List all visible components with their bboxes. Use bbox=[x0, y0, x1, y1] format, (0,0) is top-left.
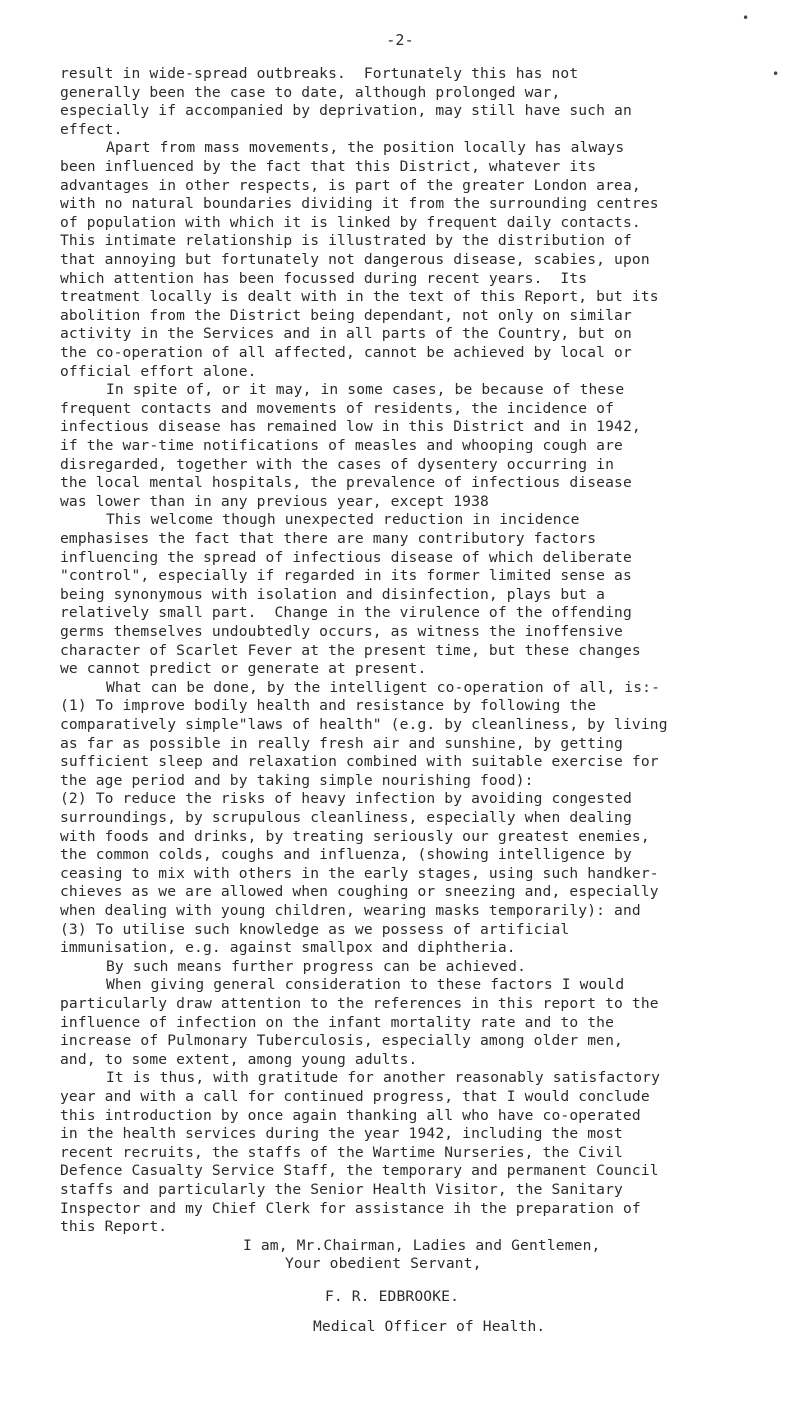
text-line: effect. bbox=[60, 120, 123, 138]
text-line: that annoying but fortunately not dangerous disease, scabies, upon bbox=[60, 251, 650, 268]
text-line: the local mental hospitals, the prevalence of infectious disease bbox=[60, 474, 632, 492]
text-line: increase of Pulmonary Tuberculosis, especially among older men, bbox=[60, 1032, 623, 1050]
text-line: (1) To improve bodily health and resistance by following the bbox=[60, 697, 597, 715]
text-line: particularly draw attention to the references in this report to the bbox=[60, 995, 659, 1012]
text-line: infectious disease has remained low in this District and in 1942, bbox=[60, 418, 641, 436]
text-line: result in wide-spread outbreaks. Fortunately this has not bbox=[60, 65, 579, 82]
text-line: When giving general consideration to these factors I would bbox=[106, 976, 625, 994]
text-line: comparatively simple"laws of health" (e.g. by cleanliness, by living bbox=[60, 716, 668, 733]
text-line: been influenced by the fact that this District, whatever its bbox=[60, 158, 597, 175]
text-line: official effort alone. bbox=[60, 362, 257, 380]
text-line: This welcome though unexpected reduction in incidence bbox=[106, 511, 580, 529]
text-line: in the health services during the year 1942, including the most bbox=[60, 1125, 623, 1143]
text-line: "control", especially if regarded in its former limited sense as bbox=[60, 567, 632, 585]
text-line: disregarded, together with the cases of dysentery occurring in bbox=[60, 455, 615, 473]
text-line: if the war-time notifications of measles and whooping cough are bbox=[60, 437, 623, 454]
text-line: activity in the Services and in all parts of the Country, but on bbox=[60, 325, 632, 343]
text-line: which attention has been focussed during recent years. Its bbox=[60, 269, 588, 287]
text-line: emphasises the fact that there are many contributory factors bbox=[60, 530, 597, 547]
closing-sign-off: Your obedient Servant, bbox=[285, 1255, 482, 1273]
text-line: and, to some extent, among young adults. bbox=[60, 1050, 418, 1068]
text-line: Defence Casualty Service Staff, the temporary and permanent Council bbox=[60, 1162, 659, 1180]
text-line: Apart from mass movements, the position locally has always bbox=[106, 139, 625, 157]
text-line: immunisation, e.g. against smallpox and diphtheria. bbox=[60, 939, 516, 957]
text-line: year and with a call for continued progress, that I would conclude bbox=[60, 1088, 650, 1105]
text-line: By such means further progress can be achieved. bbox=[106, 957, 527, 975]
text-line: the common colds, coughs and influenza, (showing intelligence by bbox=[60, 846, 632, 864]
text-line: This intimate relationship is illustrated by the distribution of bbox=[60, 232, 632, 250]
text-line: (2) To reduce the risks of heavy infection by avoiding congested bbox=[60, 790, 632, 808]
text-line: abolition from the District being dependant, not only on similar bbox=[60, 306, 632, 324]
text-line: of population with which it is linked by frequent daily contacts. bbox=[60, 213, 641, 231]
text-line: influencing the spread of infectious disease of which deliberate bbox=[60, 548, 632, 566]
text-line: relatively small part. Change in the virulence of the offending bbox=[60, 604, 632, 622]
signatory-title: Medical Officer of Health. bbox=[313, 1318, 546, 1335]
text-line: the age period and by taking simple nourishing food): bbox=[60, 771, 534, 789]
text-line: ceasing to mix with others in the early stages, using such handker- bbox=[60, 864, 659, 882]
text-line: as far as possible in really fresh air and sunshine, by getting bbox=[60, 734, 623, 752]
text-line: when dealing with young children, wearing masks temporarily): and bbox=[60, 902, 641, 919]
text-line: with foods and drinks, by treating seriously our greatest enemies, bbox=[60, 827, 650, 845]
text-line: influence of infection on the infant mortality rate and to the bbox=[60, 1013, 615, 1031]
text-line: especially if accompanied by deprivation, may still have such an bbox=[60, 102, 632, 120]
text-line: this Report. bbox=[60, 1218, 168, 1236]
text-line: chieves as we are allowed when coughing or sneezing and, especially bbox=[60, 883, 659, 901]
text-line: germs themselves undoubtedly occurs, as witness the inoffensive bbox=[60, 623, 623, 640]
text-line: character of Scarlet Fever at the present time, but these changes bbox=[60, 641, 641, 659]
text-line: generally been the case to date, although prolonged war, bbox=[60, 83, 561, 101]
closing-salutation: I am, Mr.Chairman, Ladies and Gentlemen, bbox=[243, 1236, 601, 1254]
page-number: -2- bbox=[386, 31, 414, 49]
text-line: (3) To utilise such knowledge as we possess of artificial bbox=[60, 920, 570, 938]
text-line: advantages in other respects, is part of the greater London area, bbox=[60, 176, 641, 194]
speck-mark: • bbox=[772, 67, 780, 81]
text-line: being synonymous with isolation and disinfection, plays but a bbox=[60, 585, 606, 603]
text-line: the co-operation of all affected, cannot be achieved by local or bbox=[60, 344, 632, 361]
text-line: What can be done, by the intelligent co-operation of all, is:- bbox=[106, 678, 661, 696]
text-line: It is thus, with gratitude for another reasonably satisfactory bbox=[106, 1069, 661, 1087]
text-line: this introduction by once again thanking all who have co-operated bbox=[60, 1106, 641, 1124]
text-line: In spite of, or it may, in some cases, be because of these bbox=[106, 381, 625, 399]
signatory-name: F. R. EDBROOKE. bbox=[325, 1288, 460, 1305]
text-line: treatment locally is dealt with in the text of this Report, but its bbox=[60, 288, 659, 306]
text-line: surroundings, by scrupulous cleanliness, especially when dealing bbox=[60, 809, 632, 826]
text-line: sufficient sleep and relaxation combined with suitable exercise for bbox=[60, 753, 659, 771]
text-line: we cannot predict or generate at present. bbox=[60, 660, 427, 678]
speck-mark: • bbox=[742, 11, 750, 25]
text-line: with no natural boundaries dividing it from the surrounding centres bbox=[60, 195, 659, 213]
text-line: was lower than in any previous year, except 1938 bbox=[60, 492, 489, 510]
text-line: Inspector and my Chief Clerk for assistance ih the preparation of bbox=[60, 1199, 641, 1217]
text-line: recent recruits, the staffs of the Wartime Nurseries, the Civil bbox=[60, 1143, 623, 1161]
text-line: staffs and particularly the Senior Health Visitor, the Sanitary bbox=[60, 1181, 623, 1198]
text-line: frequent contacts and movements of residents, the incidence of bbox=[60, 399, 615, 417]
